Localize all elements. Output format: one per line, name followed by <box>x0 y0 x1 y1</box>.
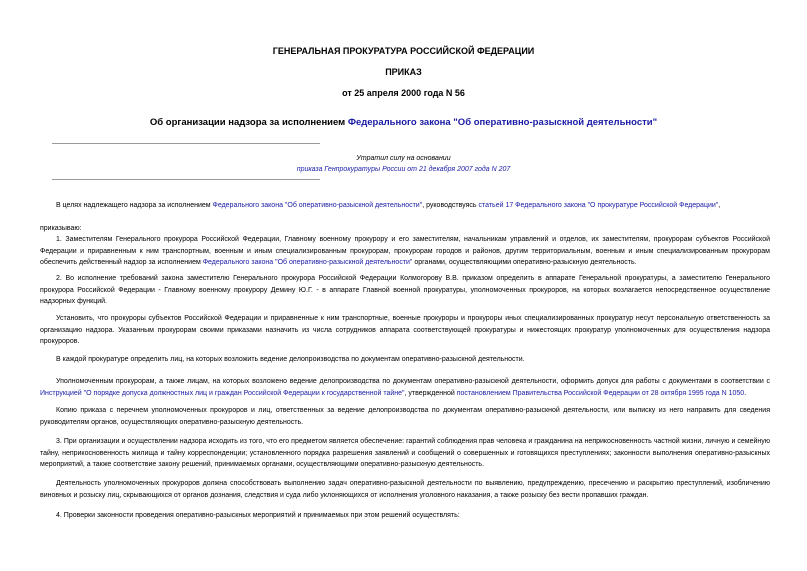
status-line: Утратил силу на основании <box>356 155 451 162</box>
header-doc-type: ПРИКАЗ <box>385 67 422 77</box>
status-rule-bottom <box>52 179 320 180</box>
intro-law-link[interactable]: Федерального закона "Об оперативно-разыскной деятельности" <box>212 202 423 209</box>
intro-article-link[interactable]: статьей 17 Федерального закона "О прокуратуре Российской Федерации" <box>478 202 719 209</box>
status-repeal-link[interactable]: приказа Генпрокуратуры России от 21 декабря 2007 года N 207 <box>296 166 511 173</box>
paragraph-8: Деятельность уполномоченных прокуроров должна способствовать выполнению задач оперативно-разыскной деятельности по выявлению, предупреждению, пресечению и раскрытию преступлений, изобличению виновных и розыску лиц, скрывающихся от органов дознания, следствия и суда либо уклоняющихся от исполнения уголовного наказания, а также розыску без вести пропавших граждан. <box>40 480 770 499</box>
paragraph-3: Установить, что прокуроры субъектов Российской Федерации и приравненные к ним транспортные, военные прокуроры и прокуроры иных специализированных прокуратур несут персональную ответственность за организацию надзора. Указанным прокурорам своими приказами назначить из числа сотрудников аппарата соответствующей прокуратуры и нижестоящих прокуратур уполномоченных для осуществления надзора прокуроров. <box>40 315 770 345</box>
paragraph-9: 4. Проверки законности проведения оперативно-разыскных мероприятий и принимаемых при этом решений осуществлять: <box>56 512 460 519</box>
instruction-link[interactable]: Инструкцией "О порядке допуска должностных лиц и граждан Российской Федерации к государственной тайне" <box>40 389 405 397</box>
paragraph-5-end: . <box>744 389 747 397</box>
paragraph-1 <box>40 234 770 269</box>
status-note <box>0 153 807 175</box>
paragraph-5 <box>40 376 770 399</box>
paragraph-1-text: 1. Заместителям Генерального прокурора Российской Федерации, Главному военному прокурору и его заместителям, начальникам управлений и отделов, их заместителям, прокурорам субъектов Российской Федерации и приравненным к ним транспортным, военным и иным специализированным прокурорам, прокурорам городов и районов, другим территориальным, военным и иным специализированным прокурорам обеспечить действенный надзор за исполнением <box>40 236 770 266</box>
intro-text-2: , руководствуясь <box>422 202 479 209</box>
intro-text-1: В целях надлежащего надзора за исполнением <box>56 202 213 209</box>
paragraph-2: 2. Во исполнение требований закона заместителю Генерального прокурора Российской Федерации Колмогорову В.В. приказом определить в аппарате Генеральной прокуратуры, а заместителю Генерального прокурора Российской Федерации - Главному военному прокурору Демину Ю.Г. - в аппарате Главной военной прокуратуры, уполномоченных прокуроров, на которых возлагается непосредственное осуществление надзорных функций. <box>40 275 770 305</box>
intro-text-3: , <box>718 202 721 209</box>
paragraph-6: Копию приказа с перечнем уполномоченных прокуроров и лиц, ответственных за ведение делопроизводства по документам оперативно-разыскной деятельности, или выписку из него направить для сведения руководителям органов, осуществляющих оперативно-разыскную деятельность. <box>40 407 770 426</box>
paragraph-4: В каждой прокуратуре определить лиц, на которых возложить ведение делопроизводства по документам оперативно-разыскной деятельности. <box>56 356 525 363</box>
document-title <box>0 117 807 128</box>
government-decree-link[interactable]: постановлением Правительства Российской Федерации от 28 октября 1995 года N 1050 <box>456 389 745 397</box>
paragraph-5-mid: , утвержденной <box>404 389 457 397</box>
status-rule-top <box>52 143 320 144</box>
intro-paragraph <box>40 200 770 212</box>
header-org: ГЕНЕРАЛЬНАЯ ПРОКУРАТУРА РОССИЙСКОЙ ФЕДЕРАЦИИ <box>272 46 535 56</box>
title-prefix: Об организации надзора за исполнением <box>149 117 348 128</box>
paragraph-1-tail: органами, осуществляющими оперативно-разыскную деятельность. <box>412 259 637 266</box>
paragraph-1-law-link[interactable]: Федерального закона "Об оперативно-разыскной деятельности" <box>202 259 413 266</box>
title-law-link[interactable]: Федерального закона "Об оперативно-разыскной деятельности" <box>347 117 658 128</box>
header-date: от 25 апреля 2000 года N 56 <box>342 88 465 98</box>
paragraph-7: 3. При организации и осуществлении надзора исходить из того, что его предметом является обеспечение: гарантий соблюдения прав человека и гражданина на неприкосновенность частной жизни, личную и семейную тайну, неприкосновенность жилища и тайну корреспонденции; установленного порядка разрешения заявлений и сообщений о совершенных и готовящихся преступлениях; законности выполнения оперативно-разыскных мероприятий, а также соответствие закону решений, принимаемых органами, осуществляющими оперативно-разыскную деятельность. <box>40 438 770 468</box>
order-word: приказываю: <box>40 225 82 232</box>
paragraph-5-text: Уполномоченным прокурорам, а также лицам, на которых возложено ведение делопроизводства по документам оперативно-разыскной деятельности, оформить допуск для работы с документами в соответствии с <box>56 378 770 385</box>
